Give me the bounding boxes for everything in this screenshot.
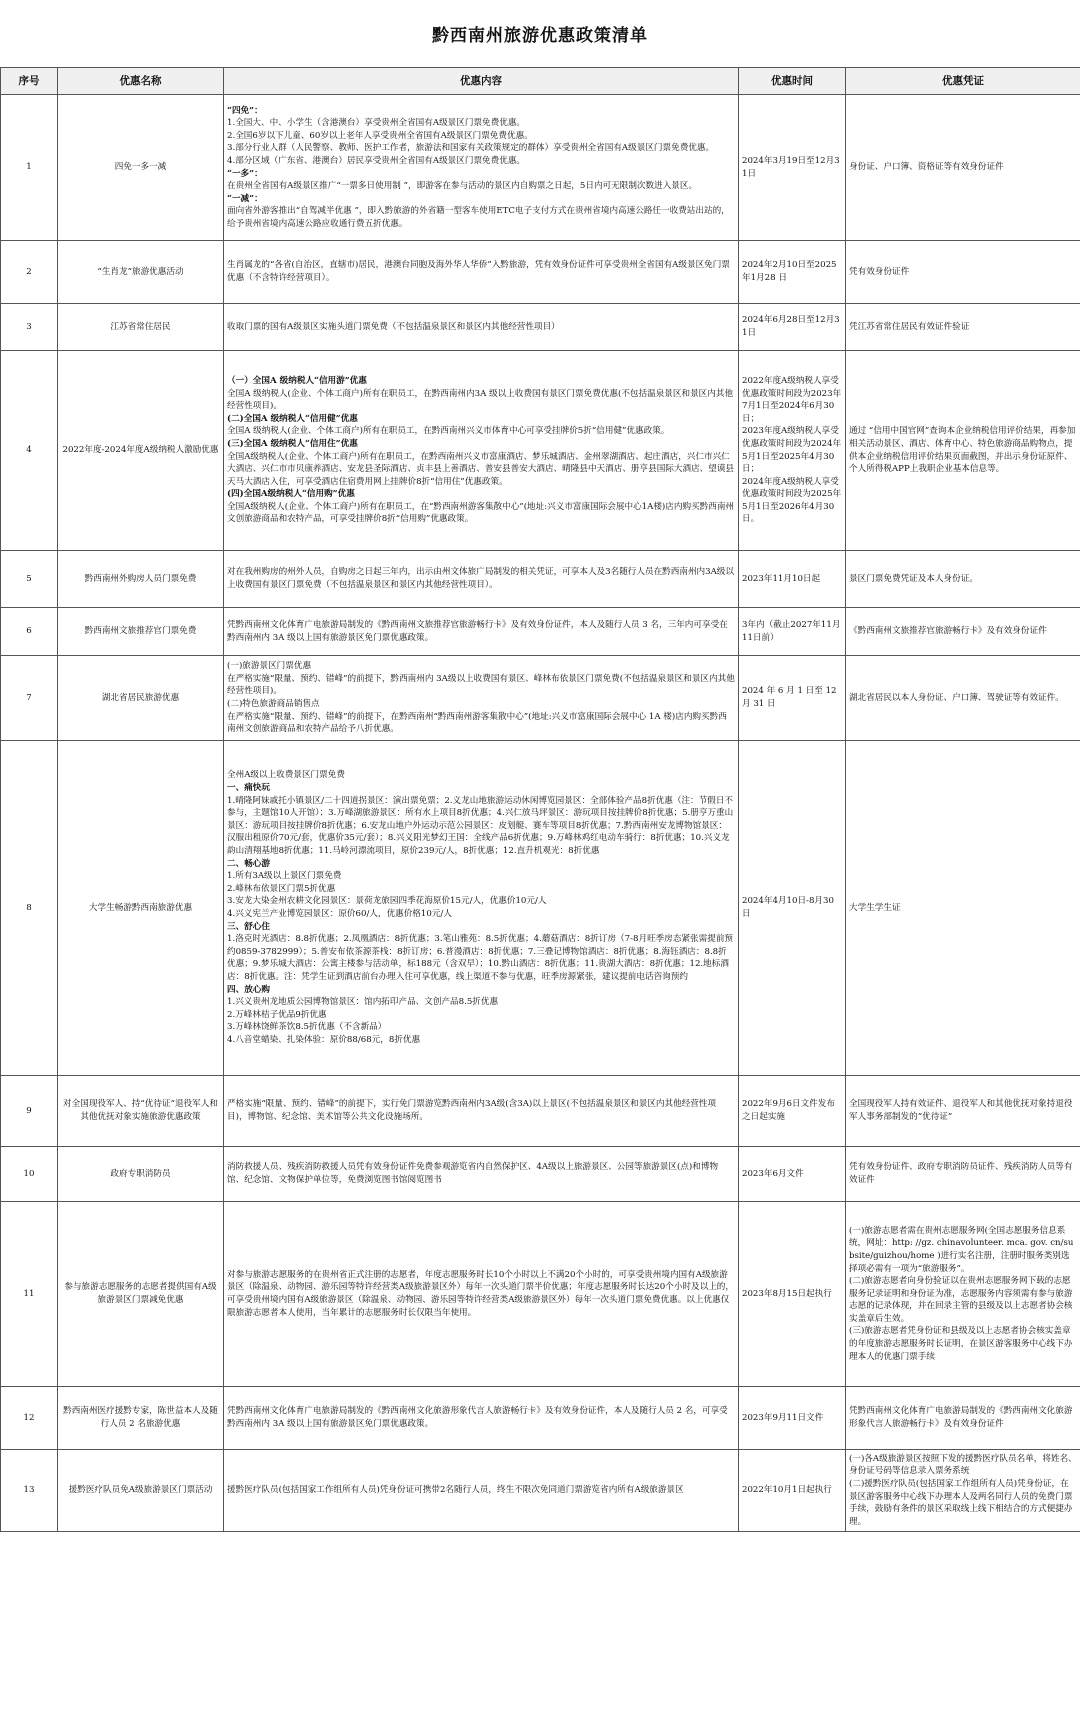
content-line: 4.八音堂蜡染、扎染体验：原价88/68元，8折优惠 — [227, 1034, 421, 1045]
header-no: 序号 — [1, 68, 58, 95]
policy-content — [224, 656, 739, 741]
content-line: 3.安龙大染金州农耕文化园景区：景荷龙旅园四季花海原价15元/人，优惠价10元/人 — [227, 896, 547, 907]
time-line: 2022年度A级纳税人享受优惠政策时间段为2023年7月1日至2024年6月30日； — [742, 375, 842, 424]
policy-table — [0, 67, 1080, 1532]
time-line: 2023年度A级纳税人享受优惠政策时间段为2024年5月1日至2025年4月30日； — [742, 426, 842, 475]
content-line: 1.洛克时光酒店：8.8折优惠；2.凤凰酒店：8折优惠；3.笔山雅苑：8.5折优惠；4.蘑菇酒店：8折订房（7-8月旺季房态紧张需提前预约0859-3782999）；5.普安布依茶源茶栈：8折订房；6.普漫酒店：8折优惠；7.三叠记博物馆酒店：8折优惠；8.海钰酒店：8.8折优惠；9.梦乐城大酒店：公寓主楼参与活动单，标188元（含双早）；10.黔山酒店：8折优惠；11.贵湖大酒店：8折优惠；12.地标酒店：8折优惠。注：凭学生证到酒店前台办理入住可享优惠，线上渠道不参与优惠，旺季房源紧张，建议提前电话咨询预约 — [227, 934, 734, 982]
certificate-line: 凭黔西南州文化体育广电旅游局制发的《黔西南州文化旅游形象代言人旅游畅行卡》及有效身份证件 — [849, 1406, 1073, 1429]
certificate-line: 《黔西南州文旅推荐官旅游畅行卡》及有效身份证件 — [849, 626, 1047, 637]
table-row — [1, 608, 1080, 656]
content-line: 收取门票的国有A级景区实施头道门票免费（不包括温泉景区和景区内其他经营性项目） — [227, 321, 560, 332]
policy-certificate — [846, 351, 1080, 551]
content-line: 3.万峰林饶鲜茶饮8.5折优惠（不含新品） — [227, 1022, 387, 1033]
policy-name: 参与旅游志愿服务的志愿者提供国有A级旅游景区门票减免优惠 — [58, 1202, 224, 1387]
time-line: 2024年3月19日至12月31日 — [742, 155, 840, 179]
certificate-line: 景区门票免费凭证及本人身份证。 — [849, 573, 978, 584]
policy-time — [739, 741, 846, 1076]
content-line: 凭黔西南州文化体育广电旅游局制发的《黔西南州文旅推荐官旅游畅行卡》及有效身份证件，本人及随行人员 3 名，三年内可享受在黔西南州内 3A 级以上国有旅游景区免门票优惠政策。 — [227, 619, 728, 643]
table-header-row — [1, 68, 1080, 95]
content-line: 面向省外游客推出“自驾减半优惠 ”，即入黔旅游的外省籍一型客车使用ETC电子支付方式在贵州省境内高速公路任一收费站出站的，给予贵州省境内高速公路应收通行费五折优惠。 — [227, 206, 730, 229]
content-line: 对在我州购房的州外人员，自购房之日起三年内，出示由州文体旅广局制发的相关凭证，可享本人及3名随行人员在黔西南州内3A级以上收费国有景区门票免费（不包括温泉景区和景区内其他经营性项目）。 — [227, 567, 734, 590]
content-line: 2.全国6岁以下儿童、60岁以上老年人享受贵州全省国有A级景区门票免费优惠。 — [227, 130, 533, 141]
policy-content — [224, 95, 739, 241]
policy-certificate — [846, 608, 1080, 656]
content-line: 在贵州全省国有A级景区推广“一票多日使用制 ”，即游客在参与活动的景区内自购票之日起，5日内可无限制次数进入景区。 — [227, 181, 698, 192]
row-number: 6 — [1, 608, 58, 656]
time-line: 2022年9月6日文件发布之日起实施 — [742, 1099, 835, 1122]
row-number: 2 — [1, 241, 58, 304]
policy-name: 对全国现役军人、持“优待证”退役军人和其他优抚对象实施旅游优惠政策 — [58, 1076, 224, 1147]
certificate-line: (一)各A级旅游景区按照下发的援黔医疗队员名单，将姓名、身份证号码等信息录入票务系统 — [849, 1453, 1077, 1477]
policy-content — [224, 608, 739, 656]
table-row — [1, 1202, 1080, 1387]
table-row — [1, 304, 1080, 351]
table-body — [1, 95, 1080, 1532]
policy-certificate — [846, 1076, 1080, 1147]
row-number: 8 — [1, 741, 58, 1076]
content-line: (一)旅游景区门票优惠 — [227, 661, 312, 672]
policy-certificate — [846, 741, 1080, 1076]
content-line: 1.全国大、中、小学生（含港澳台）享受贵州全省国有A级景区门票免费优惠。 — [227, 118, 526, 129]
document-title: 黔西南州旅游优惠政策清单 — [432, 26, 648, 46]
content-line: 3.部分行业人群（人民警察、教师、医护工作者，旅游法和国家有关政策规定的群体）享受贵州全省国有A级景区门票免费优惠。 — [227, 143, 715, 154]
certificate-line: 凭有效身份证件 — [849, 266, 910, 277]
table-row — [1, 241, 1080, 304]
content-line: 4.兴义宪兰产业博览园景区：原价60/人，优惠价格10元/人 — [227, 909, 452, 919]
policy-name: 2022年度-2024年度A级纳税人激励优惠 — [58, 351, 224, 551]
policy-name: 湖北省居民旅游优惠 — [58, 656, 224, 741]
time-line: 2024年6月28日至12月31日 — [742, 315, 840, 338]
header-time: 优惠时间 — [739, 68, 846, 95]
content-line: (三)全国A 级纳税人“信用住”优惠 — [227, 438, 358, 449]
policy-name: 黔西南州外购房人员门票免费 — [58, 551, 224, 608]
policy-name: 黔西南州文旅推荐官门票免费 — [58, 608, 224, 656]
table-row — [1, 351, 1080, 551]
policy-time — [739, 656, 846, 741]
content-line: “四免”： — [227, 105, 263, 116]
policy-name: “生肖龙”旅游优惠活动 — [58, 241, 224, 304]
content-line: 一、痛快玩 — [227, 783, 270, 794]
row-number: 7 — [1, 656, 58, 741]
certificate-line: 大学生学生证 — [849, 902, 901, 913]
content-line: 凭黔西南州文化体育广电旅游局制发的《黔西南州文化旅游形象代言人旅游畅行卡》及有效身份证件，本人及随行人员 2 名，可享受黔西南州内 3A 级以上国有旅游景区免门票优惠政策。 — [227, 1406, 728, 1429]
certificate-line: 通过 “信用中国官网”查询本企业纳税信用评价结果，再参加相关活动景区、酒店、体育中心、特色旅游商品购物点，提供本企业纳税信用评价结果页面截图，并出示身份证原件、个人所得税APP上我职企业基本信息等。 — [849, 426, 1076, 475]
policy-name: 大学生畅游黔西南旅游优惠 — [58, 741, 224, 1076]
content-line: 对参与旅游志愿服务的在贵州省正式注册的志愿者，年度志愿服务时长10个小时以上不满20个小时的，可享受贵州境内国有A级旅游景区（除温泉、动物园、游乐园等特许经营类A级旅游景区外）每年一次头道门票半价优惠；年度志愿服务时长达20个小时及以上的，可享受贵州境内国有A级旅游景区（除温泉、动物园、游乐园等特许经营类A级旅游景区外）每年一次头道门票免费优惠。以上优惠仅限旅游志愿者本人使用，当年累计的志愿服务时长仅限当年使用。 — [227, 1269, 734, 1318]
header-cert: 优惠凭证 — [846, 68, 1080, 95]
row-number: 1 — [1, 95, 58, 241]
table-row — [1, 1147, 1080, 1202]
certificate-line: 身份证、户口簿、资格证等有效身份证件 — [849, 162, 1004, 173]
content-line: 在严格实施“限量、预约、错峰”的前提下，在黔西南州“黔西南州游客集散中心”(地址:兴义市富康国际会展中心 1A 楼)店内购买黔西南州文创旅游商品和农特产品给予八折优惠。 — [227, 711, 727, 735]
content-line: 三、舒心住 — [227, 921, 270, 932]
policy-time — [739, 1147, 846, 1202]
table-row — [1, 1076, 1080, 1147]
policy-content — [224, 304, 739, 351]
policy-certificate — [846, 95, 1080, 241]
row-number: 9 — [1, 1076, 58, 1147]
policy-time — [739, 351, 846, 551]
content-line: (二)全国A 级纳税人“信用健”优惠 — [227, 413, 358, 424]
policy-content — [224, 1387, 739, 1450]
time-line: 2023年8月15日起执行 — [742, 1288, 832, 1299]
policy-content — [224, 1202, 739, 1387]
certificate-line: 湖北省居民以本人身份证、户口簿、驾驶证等有效证件。 — [849, 692, 1064, 703]
content-line: （一）全国A 级纳税人“信用游”优惠 — [227, 375, 367, 386]
certificate-line: (三)旅游志愿者凭身份证和县级及以上志愿者协会核实盖章的年度旅游志愿服务时长证明，在景区游客服务中心线下办理本人的优惠门票手续 — [849, 1326, 1073, 1362]
row-number: 13 — [1, 1450, 58, 1532]
table-row — [1, 1450, 1080, 1532]
content-line: 援黔医疗队员(包括国家工作组所有人员)凭身份证可携带2名随行人员，终生不限次免同道门票游览省内所有A级旅游景区 — [227, 1485, 684, 1496]
certificate-line: (二)援黔医疗队员(包括国家工作组所有人员)凭身份证，在景区游客服务中心线下办理本人及两名同行人员的免费门票手续，鼓励有条件的景区采取线上线下相结合的方式便捷办理。 — [849, 1478, 1073, 1527]
policy-certificate — [846, 1202, 1080, 1387]
time-line: 2024年2月10日至2025年1月28 日 — [742, 260, 837, 283]
policy-certificate — [846, 1387, 1080, 1450]
policy-certificate — [846, 551, 1080, 608]
time-line: 2023年11月10日起 — [742, 573, 821, 584]
policy-name: 江苏省常住居民 — [58, 304, 224, 351]
content-line: “一多”： — [227, 168, 263, 179]
policy-content — [224, 1450, 739, 1532]
certificate-line: (二)旅游志愿者向身份验证以在贵州志愿服务网下载的志愿服务记录证明和身份证为准，志愿服务内容须需有参与旅游志愿的记录体现，并在回录主管的县级及以上志愿者协会核实盖章后生效。 — [849, 1276, 1073, 1324]
policy-name: 政府专职消防员 — [58, 1147, 224, 1202]
policy-time — [739, 95, 846, 241]
table-row — [1, 95, 1080, 241]
content-line: 严格实施“限量、预约、错峰”的前提下，实行免门票游览黔西南州内3A级(含3A)以上景区(不包括温泉景区和景区内其他经营性项目)，博物馆、纪念馆、美术馆等公共文化设施场所。 — [227, 1099, 717, 1122]
header-content: 优惠内容 — [224, 68, 739, 95]
time-line: 2023年9月11日文件 — [742, 1412, 824, 1423]
policy-certificate — [846, 304, 1080, 351]
content-line: 4.部分区域（广东省、港澳台）居民享受贵州全省国有A级景区门票免费优惠。 — [227, 155, 526, 166]
content-line: 全国A级纳税人(企业、个体工商户)所有在职员工，在黔西南州兴义市富康酒店、梦乐城酒店、金州翠湖酒店、起庄酒店，兴仁市兴仁大酒店、兴仁市市贝康养酒店、安龙县圣际酒店、贞丰县上善酒店、普安县普安大酒店、晴隆县中天酒店、册亨县国际大酒店、望谟县天马大酒店入住，可享受酒店住宿费用网上挂牌价8折“信用住”优惠政策。 — [227, 451, 735, 487]
policy-name: 四免一多一减 — [58, 95, 224, 241]
policy-content — [224, 741, 739, 1076]
table-row — [1, 741, 1080, 1076]
certificate-line: 全国现役军人持有效证件、退役军人和其他优抚对象持退役军人事务部制发的“优待证” — [849, 1099, 1073, 1122]
table-row — [1, 656, 1080, 741]
policy-content — [224, 351, 739, 551]
time-line: 2023年6月文件 — [742, 1168, 804, 1179]
policy-certificate — [846, 241, 1080, 304]
policy-time — [739, 1387, 846, 1450]
row-number: 4 — [1, 351, 58, 551]
certificate-line: 凭有效身份证件、政府专职消防员证件、残疾消防人员等有效证件 — [849, 1162, 1073, 1185]
time-line: 2024年度A级纳税人享受优惠政策时间段为2025年5月1日至2026年4月30日。 — [742, 476, 842, 525]
content-line: 全国A 级纳税人(企业、个体工商户)所有在职员工，在黔西南州内3A 级以上收费国有景区门票免费优惠(不包括温泉景区和景区内其他经营性项目)。 — [227, 388, 734, 412]
policy-time — [739, 241, 846, 304]
policy-content — [224, 241, 739, 304]
content-line: 生肖属龙的“各省(自治区，直辖市)居民，港澳台同胞及海外华人华侨”入黔旅游，凭有效身份证件可享受贵州全省国有A级景区免门票优惠（不含特许经营项目）。 — [227, 260, 730, 283]
policy-certificate — [846, 1147, 1080, 1202]
content-line: 在严格实施“限量、预约、错峰”的前提下，黔西南州内 3A级以上收费国有景区、峰林布依景区门票免费(不包括温泉景区和景区内其他经营性项目)。 — [227, 673, 735, 697]
policy-content — [224, 1147, 739, 1202]
content-line: “一减”： — [227, 193, 263, 204]
time-line: 2024 年 6 月 1 日至 12 月 31 日 — [742, 686, 837, 709]
policy-time — [739, 551, 846, 608]
content-line: 全州A级以上收费景区门票免费 — [227, 770, 345, 781]
policy-time — [739, 1076, 846, 1147]
row-number: 3 — [1, 304, 58, 351]
policy-certificate — [846, 656, 1080, 741]
row-number: 10 — [1, 1147, 58, 1202]
policy-time — [739, 1450, 846, 1532]
row-number: 5 — [1, 551, 58, 608]
policy-content — [224, 1076, 739, 1147]
time-line: 2022年10月1日起执行 — [742, 1485, 832, 1496]
policy-name: 援黔医疗队员免A级旅游景区门票活动 — [58, 1450, 224, 1532]
content-line: (二)特色旅游商品销售点 — [227, 699, 320, 709]
content-line: 1.晴隆阿妹戚托小镇景区/二十四道拐景区：演出票免票；2.义龙山地旅游运动休闲博览园景区：全部体验产品8折优惠（注：节假日不参与，主题馆10人开馆）；3.万峰湖旅游景区：所有水上项目8折优惠；4.兴仁放马坪景区：游玩项目按挂牌价8折优惠；5.册亨万重山景区：游玩项目按挂牌价8折优惠；6.安龙山地户外运动示范公园景区：皮划艇、赛车等项目8折优惠；7.黔西南州安龙博物馆景区：汉服出租原价70元/套，优惠价35元/套）；8.兴义阳光梦幻王国：全线产品6折优惠；9.万峰林鸡红电动车骑行：8折优惠；10.兴义龙韵山清翔基地8折优惠；11.马岭河漂流项目，原价239元/人，8折优惠；12.直升机观光：8折优惠 — [227, 795, 734, 857]
content-line: 全国A级纳税人(企业、个体工商户)所有在职员工，在“黔西南州游客集散中心”(地址:兴义市富康国际会展中心1A楼)店内购买黔西南州文创旅游商品和农特产品，可享受挂牌价8折“信用购”优惠政策。 — [227, 501, 735, 525]
content-line: 四、放心购 — [227, 984, 270, 995]
certificate-line: 凭江苏省常住居民有效证件验证 — [849, 321, 970, 332]
table-row — [1, 551, 1080, 608]
row-number: 12 — [1, 1387, 58, 1450]
policy-time — [739, 304, 846, 351]
policy-time — [739, 1202, 846, 1387]
content-line: (四)全国A级纳税人“信用购”优惠 — [227, 489, 355, 500]
policy-name: 黔西南州医疗援黔专家，陈世益本人及随行人员 2 名旅游优惠 — [58, 1387, 224, 1450]
content-line: 1.兴义贵州龙地质公园博物馆景区：馆内拓印产品、文创产品8.5折优惠 — [227, 997, 499, 1008]
policy-certificate — [846, 1450, 1080, 1532]
policy-content — [224, 551, 739, 608]
content-line: 2.峰林布依景区门票5折优惠 — [227, 883, 336, 894]
time-line: 3年内（截止2027年11月11日前） — [742, 619, 841, 643]
policy-time — [739, 608, 846, 656]
table-row — [1, 1387, 1080, 1450]
certificate-line: (一)旅游志愿者需在贵州志愿服务网(全国志愿服务信息系统，网址：http: //gz. chinavolunteer. mca. gov. cn/subsite/guizhou/home )进行实名注册，注册时服务类别选择项必需有一项为“旅游服务”。 — [849, 1225, 1074, 1274]
content-line: 二、畅心游 — [227, 858, 270, 869]
content-line: 2.万峰林桔子优品9折优惠 — [227, 1009, 327, 1020]
header-name: 优惠名称 — [58, 68, 224, 95]
time-line: 2024年4月10日-8月30日 — [742, 896, 834, 919]
content-line: 1.所有3A级以上景区门票免费 — [227, 871, 342, 882]
content-line: 消防救援人员、残疾消防救援人员凭有效身份证件免费参观游览省内自然保护区、4A级以上旅游景区、公园等旅游景区(点)和博物馆、纪念馆、文物保护单位等，免费浏览图书馆阅览图书 — [227, 1162, 719, 1185]
content-line: 全国A 级纳税人(企业、个体工商户)所有在职员工，在黔西南州兴义市体育中心可享受挂牌价5折“信用健”优惠政策。 — [227, 426, 670, 437]
row-number: 11 — [1, 1202, 58, 1387]
